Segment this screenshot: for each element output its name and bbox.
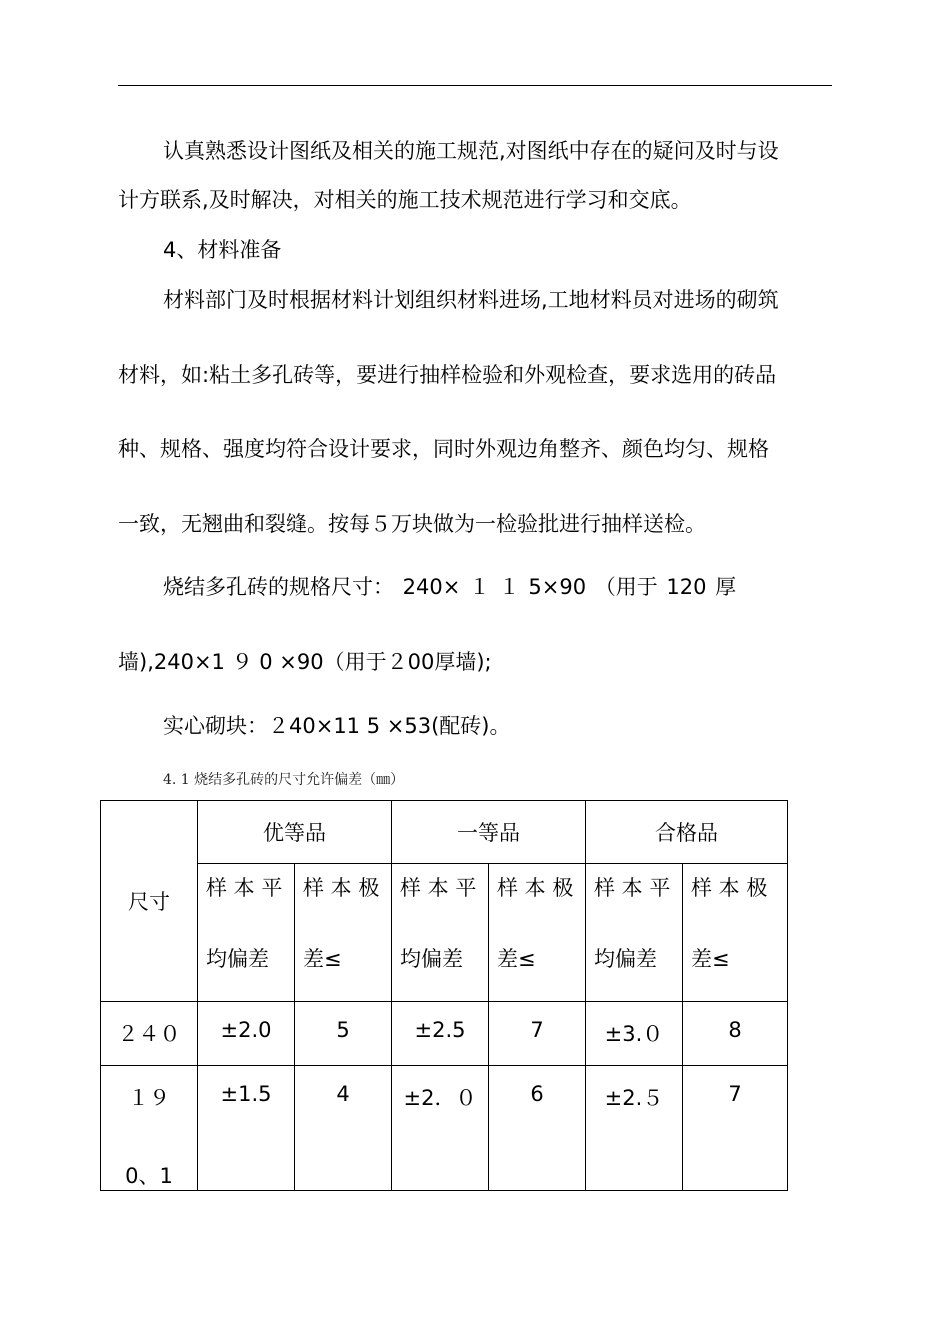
table-cell: ±2.0 (198, 1002, 295, 1066)
header-rule (118, 85, 832, 86)
subheader-mean-deviation: 样 本 平 均偏差 (198, 864, 295, 1002)
subheader-range: 样 本 极 差≤ (489, 864, 586, 1002)
table-cell: 6 (489, 1066, 586, 1191)
table-caption: 4. 1 烧结多孔砖的尺寸允许偏差（㎜） (163, 772, 405, 788)
section-heading: 4、材料准备 (163, 238, 282, 262)
table-subheader-row (101, 864, 788, 1002)
table-cell: ±1.5 (198, 1066, 295, 1191)
grade-header-premium: 优等品 (198, 801, 392, 864)
table-cell: ±2．０ (392, 1066, 489, 1191)
table-cell: ±2.5 (392, 1002, 489, 1066)
paragraph-3-line-1: 烧结多孔砖的规格尺寸： 240× １ １ 5×90 （用于 120 厚 (163, 575, 737, 599)
dimension-cell: ２４０ (101, 1002, 198, 1066)
paragraph-2-line-1: 材料部门及时根据材料计划组织材料进场,工地材料员对进场的砌筑 (163, 288, 779, 312)
dimension-header: 尺寸 (101, 801, 198, 1002)
subheader-mean-deviation: 样 本 平 均偏差 (392, 864, 489, 1002)
subheader-range: 样 本 极 差≤ (295, 864, 392, 1002)
dimension-cell: １９ 0、1 (101, 1066, 198, 1191)
grade-header-first: 一等品 (392, 801, 586, 864)
paragraph-2-line-4: 一致，无翘曲和裂缝。按每５万块做为一检验批进行抽样送检。 (118, 512, 706, 536)
tolerance-table (100, 800, 788, 1191)
paragraph-2-line-2: 材料，如:粘土多孔砖等，要进行抽样检验和外观检查，要求选用的砖品 (118, 363, 777, 387)
table-cell: 8 (683, 1002, 788, 1066)
table-cell: 5 (295, 1002, 392, 1066)
subheader-range: 样 本 极 差≤ (683, 864, 788, 1002)
table-header-row (101, 801, 788, 864)
table-cell: 4 (295, 1066, 392, 1191)
paragraph-1-line-2: 计方联系,及时解决，对相关的施工技术规范进行学习和交底。 (118, 188, 692, 212)
paragraph-3-line-2: 墙),240×1 ９ 0 ×90（用于２00厚墙); (118, 650, 492, 674)
paragraph-2-line-3: 种、规格、强度均符合设计要求，同时外观边角整齐、颜色均匀、规格 (118, 437, 769, 461)
table-cell: 7 (683, 1066, 788, 1191)
subheader-mean-deviation: 样 本 平 均偏差 (586, 864, 683, 1002)
paragraph-4: 实心砌块：２40×11 5 ×53(配砖)。 (163, 714, 511, 738)
table-row (101, 1066, 788, 1191)
table-cell: ±2.５ (586, 1066, 683, 1191)
table-row (101, 1002, 788, 1066)
table-cell: 7 (489, 1002, 586, 1066)
table-cell: ±3.０ (586, 1002, 683, 1066)
grade-header-qualified: 合格品 (586, 801, 788, 864)
paragraph-1-line-1: 认真熟悉设计图纸及相关的施工规范,对图纸中存在的疑问及时与设 (163, 139, 779, 163)
